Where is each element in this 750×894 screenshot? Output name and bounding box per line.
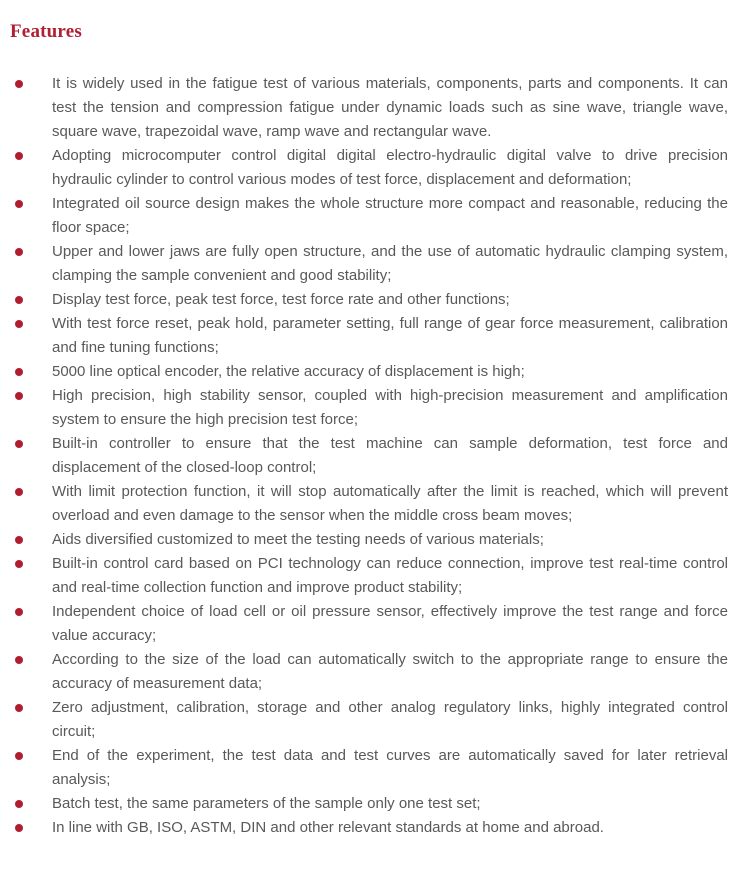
feature-text: Independent choice of load cell or oil pressure sensor, effectively improve the test range and force value accuracy;	[52, 603, 728, 644]
feature-item	[10, 240, 728, 288]
feature-text: Adopting microcomputer control digital digital electro-hydraulic digital valve to drive precision hydraulic cylinder to control various modes of test force, displacement and deformation;	[52, 147, 728, 188]
feature-text: Zero adjustment, calibration, storage and other analog regulatory links, highly integrated control circuit;	[52, 699, 728, 740]
bullet-icon	[15, 608, 23, 616]
feature-text: With test force reset, peak hold, parameter setting, full range of gear force measurement, calibration and fine tuning functions;	[52, 315, 728, 356]
feature-item	[10, 432, 728, 480]
feature-item	[10, 744, 728, 792]
bullet-icon	[15, 248, 23, 256]
feature-text: It is widely used in the fatigue test of various materials, components, parts and components. It can test the tension and compression fatigue under dynamic loads such as sine wave, triangle wave, square wave, trapezoidal wave, ramp wave and rectangular wave.	[52, 75, 728, 140]
feature-item	[10, 528, 728, 552]
bullet-icon	[15, 656, 23, 664]
feature-item	[10, 792, 728, 816]
feature-text: High precision, high stability sensor, coupled with high-precision measurement and amplification system to ensure the high precision test force;	[52, 387, 728, 428]
feature-text: 5000 line optical encoder, the relative accuracy of displacement is high;	[52, 363, 525, 380]
feature-item	[10, 192, 728, 240]
bullet-icon	[15, 704, 23, 712]
bullet-icon	[15, 488, 23, 496]
feature-text: According to the size of the load can automatically switch to the appropriate range to ensure the accuracy of measurement data;	[52, 651, 728, 692]
page-title: Features	[10, 21, 82, 42]
feature-text: Upper and lower jaws are fully open structure, and the use of automatic hydraulic clamping system, clamping the sample convenient and good stability;	[52, 243, 728, 284]
feature-item	[10, 552, 728, 600]
feature-list	[10, 72, 728, 840]
feature-text: Integrated oil source design makes the whole structure more compact and reasonable, reducing the floor space;	[52, 195, 728, 236]
feature-text: Aids diversified customized to meet the testing needs of various materials;	[52, 531, 544, 548]
bullet-icon	[15, 824, 23, 832]
feature-item	[10, 360, 728, 384]
bullet-icon	[15, 320, 23, 328]
bullet-icon	[15, 800, 23, 808]
feature-item	[10, 384, 728, 432]
bullet-icon	[15, 752, 23, 760]
feature-text: With limit protection function, it will stop automatically after the limit is reached, which will prevent overload and even damage to the sensor when the middle cross beam moves;	[52, 483, 728, 524]
feature-text: Built-in controller to ensure that the test machine can sample deformation, test force and displacement of the closed-loop control;	[52, 435, 728, 476]
feature-item	[10, 600, 728, 648]
bullet-icon	[15, 536, 23, 544]
bullet-icon	[15, 80, 23, 88]
bullet-icon	[15, 200, 23, 208]
feature-item	[10, 288, 728, 312]
feature-item	[10, 144, 728, 192]
bullet-icon	[15, 152, 23, 160]
feature-item	[10, 648, 728, 696]
bullet-icon	[15, 440, 23, 448]
feature-item	[10, 480, 728, 528]
bullet-icon	[15, 368, 23, 376]
feature-text: Batch test, the same parameters of the sample only one test set;	[52, 795, 481, 812]
feature-text: In line with GB, ISO, ASTM, DIN and other relevant standards at home and abroad.	[52, 819, 604, 836]
feature-item	[10, 312, 728, 360]
bullet-icon	[15, 392, 23, 400]
feature-text: Built-in control card based on PCI technology can reduce connection, improve test real-time control and real-time collection function and improve product stability;	[52, 555, 728, 596]
feature-text: End of the experiment, the test data and test curves are automatically saved for later retrieval analysis;	[52, 747, 728, 788]
feature-item	[10, 816, 728, 840]
bullet-icon	[15, 560, 23, 568]
feature-text: Display test force, peak test force, test force rate and other functions;	[52, 291, 510, 308]
feature-item	[10, 72, 728, 144]
feature-item	[10, 696, 728, 744]
bullet-icon	[15, 296, 23, 304]
